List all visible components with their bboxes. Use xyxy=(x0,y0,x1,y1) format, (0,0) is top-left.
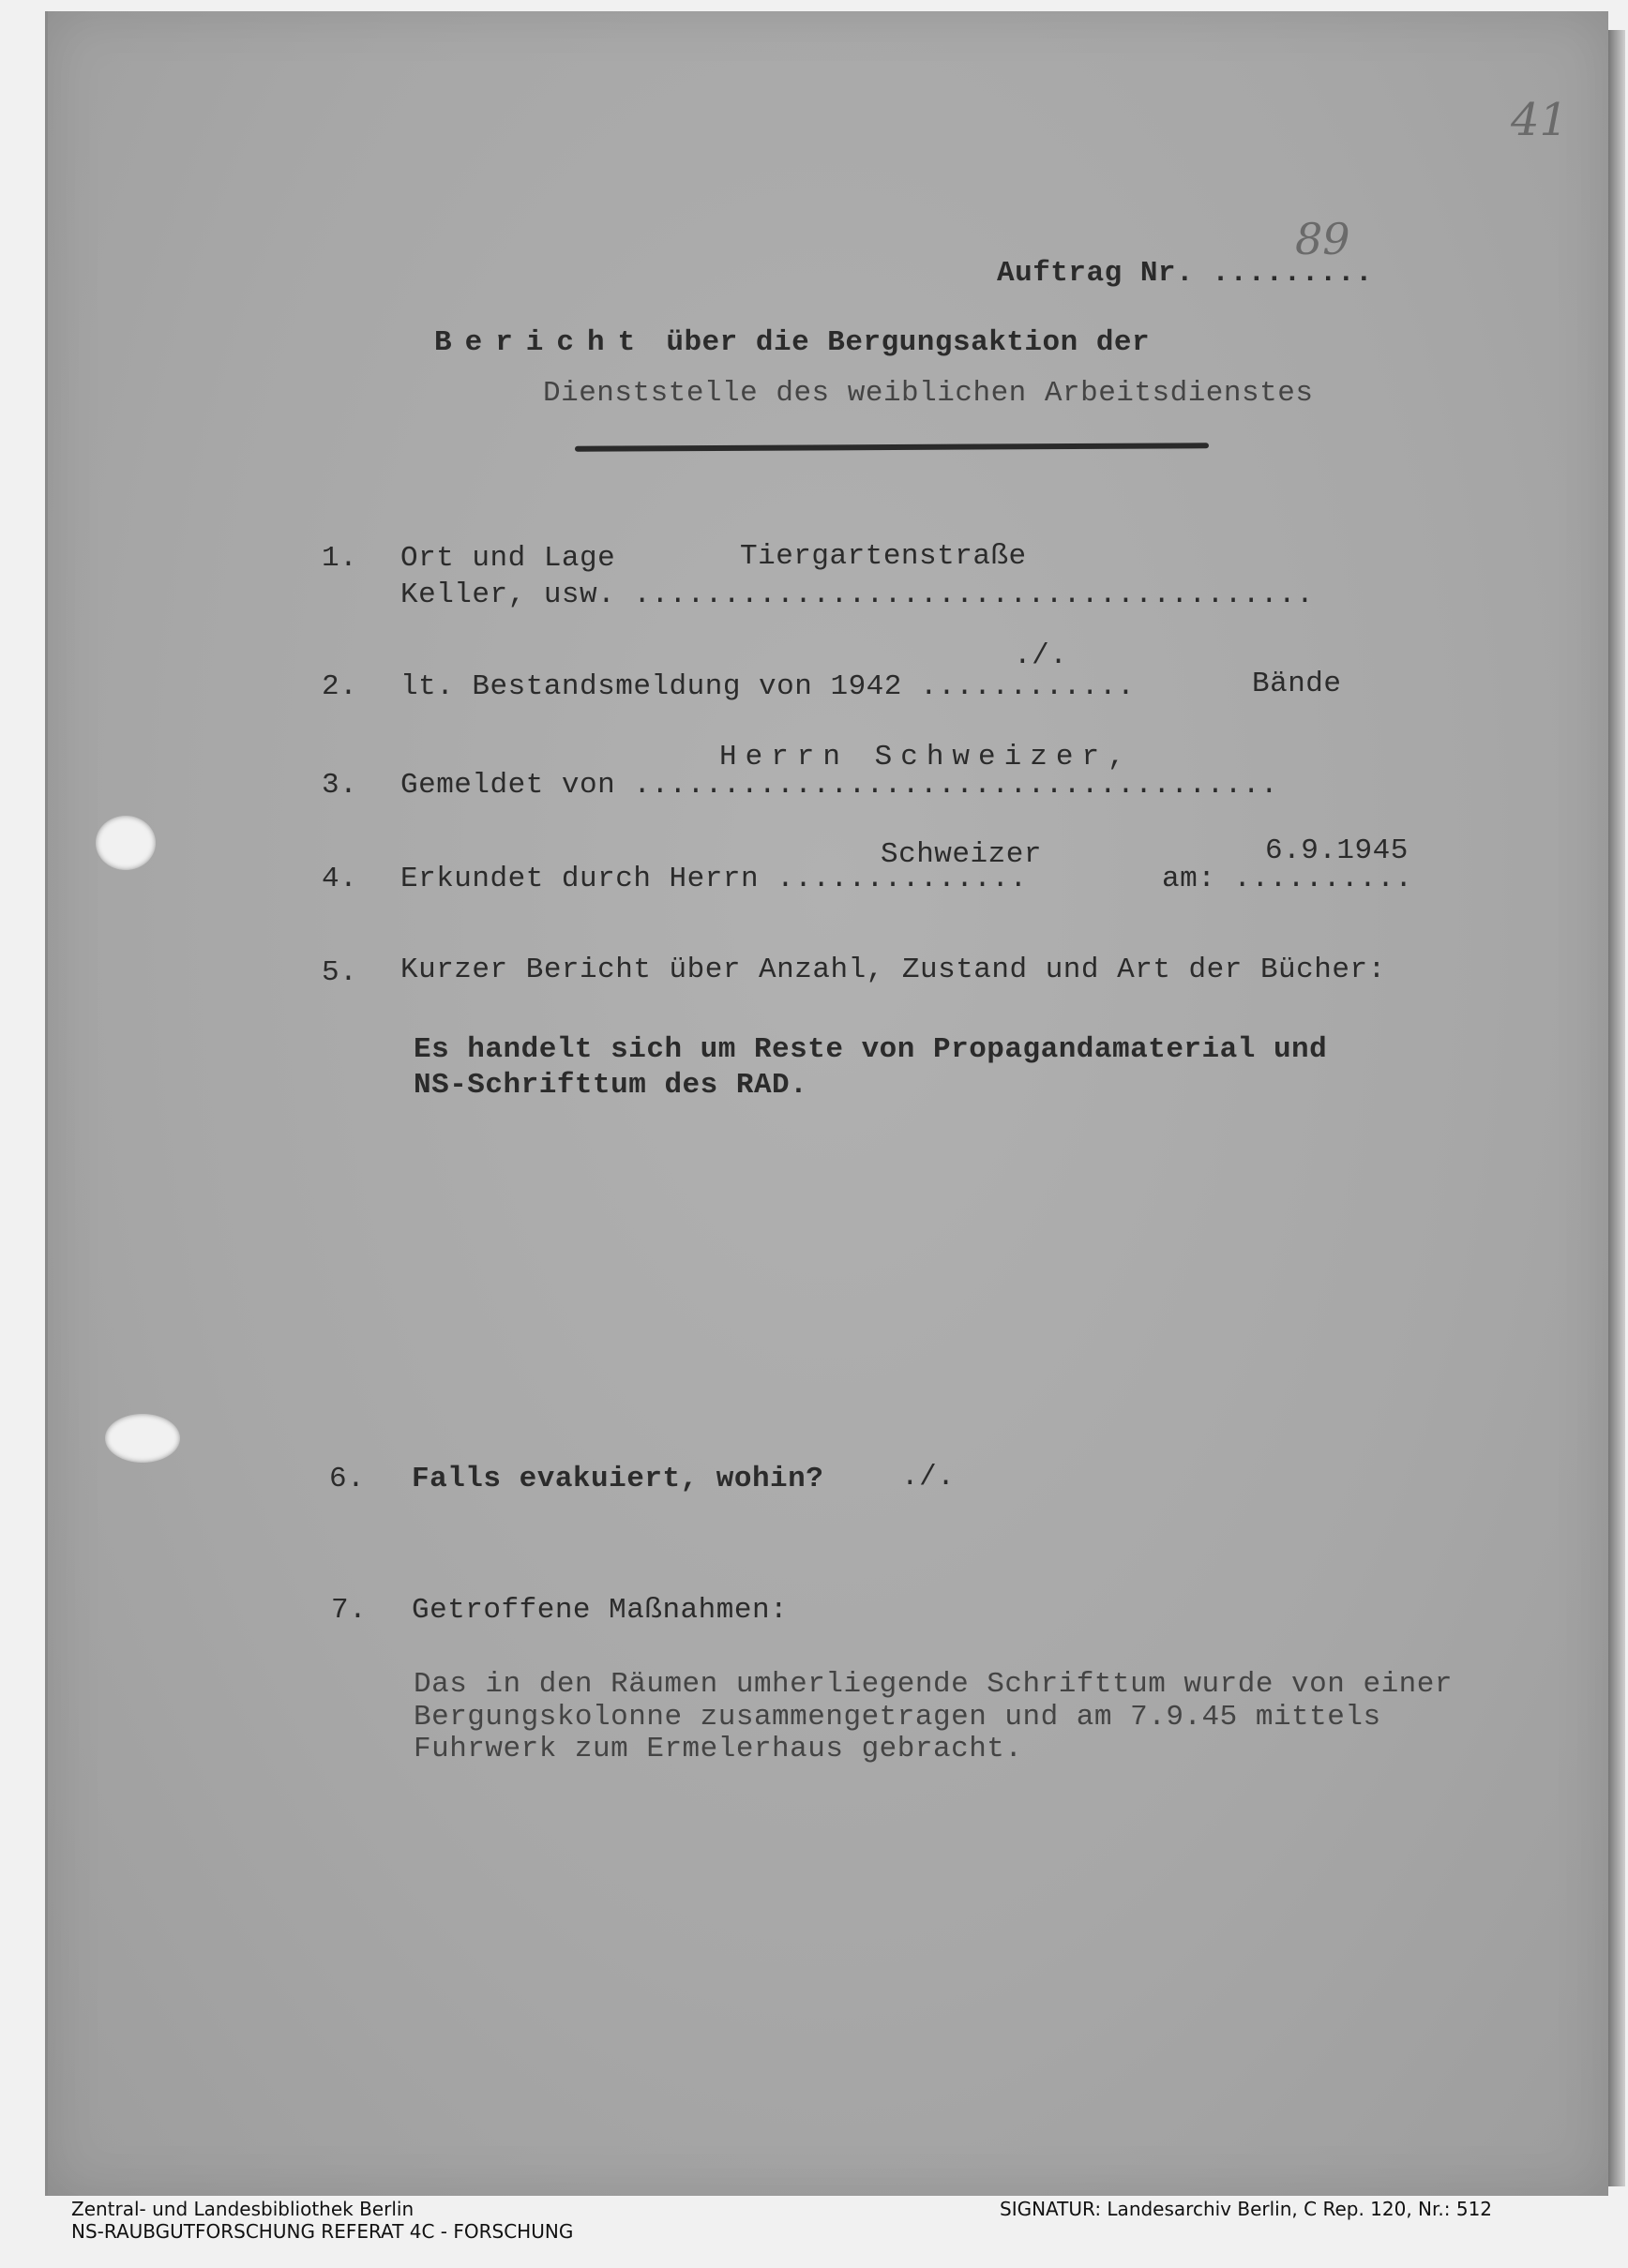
item-7-text-line-1: Das in den Räumen umherliegende Schrifttum wurde von einer xyxy=(414,1668,1453,1701)
punch-hole-bottom xyxy=(105,1414,180,1463)
item-6-number: 6. xyxy=(329,1463,366,1495)
footer-left xyxy=(71,2198,573,2243)
item-1-label: Ort und Lage xyxy=(400,542,616,575)
item-4-number: 4. xyxy=(322,863,358,895)
item-4-label: Erkundet durch Herrn .............. xyxy=(400,863,1028,895)
footer-department: NS-RAUBGUTFORSCHUNG REFERAT 4C - FORSCHUNG xyxy=(71,2220,574,2243)
item-5-text-line-2: NS-Schrifttum des RAD. xyxy=(414,1069,808,1102)
item-7-number: 7. xyxy=(331,1594,368,1627)
item-7-text-line-2: Bergungskolonne zusammengetragen und am 7.9.45 mittels xyxy=(414,1701,1381,1734)
item-5-text-line-1: Es handelt sich um Reste von Propagandamaterial und xyxy=(414,1033,1328,1066)
order-label: Auftrag Nr. ......... xyxy=(997,257,1374,290)
item-6-label: Falls evakuiert, wohin? xyxy=(412,1463,824,1495)
item-2-number: 2. xyxy=(322,670,358,703)
report-subtitle: Dienststelle des weiblichen Arbeitsdienstes xyxy=(543,377,1314,410)
punch-hole-top xyxy=(96,816,156,870)
item-7-text-line-3: Fuhrwerk zum Ermelerhaus gebracht. xyxy=(414,1733,1023,1765)
item-2-suffix: Bände xyxy=(1252,668,1342,700)
item-1-value: Tiergartenstraße xyxy=(740,540,1027,573)
item-4-value: Schweizer xyxy=(881,838,1042,871)
item-4-date: 6.9.1945 xyxy=(1265,834,1409,867)
item-6-value: ./. xyxy=(901,1461,956,1494)
item-2-value: ./. xyxy=(1014,639,1068,672)
footer-signature: SIGNATUR: Landesarchiv Berlin, C Rep. 120, Nr.: 512 xyxy=(1000,2198,1493,2220)
report-title xyxy=(434,326,1150,359)
item-1-number: 1. xyxy=(322,542,358,575)
folio-number: 41 xyxy=(1511,94,1569,146)
item-3-value: Herrn Schweizer, xyxy=(719,741,1134,774)
item-5-number: 5. xyxy=(322,956,358,989)
item-7-label: Getroffene Maßnahmen: xyxy=(412,1594,789,1627)
item-3-label: Gemeldet von .................................... xyxy=(400,769,1279,802)
item-5-label: Kurzer Bericht über Anzahl, Zustand und Art der Bücher: xyxy=(400,954,1386,986)
report-title-spaced: Bericht xyxy=(434,326,649,359)
item-2-label: lt. Bestandsmeldung von 1942 ............ xyxy=(400,670,1136,703)
report-title-rest: über die Bergungsaktion der xyxy=(666,326,1151,359)
item-4-label-am: am: .......... xyxy=(1162,863,1413,895)
item-1-label-keller: Keller, usw. ...................................... xyxy=(400,578,1315,611)
title-underline xyxy=(575,443,1209,452)
document-page xyxy=(45,11,1608,2196)
item-3-number: 3. xyxy=(322,769,358,802)
footer-library: Zentral- und Landesbibliothek Berlin xyxy=(71,2198,415,2220)
order-number-handwritten: 89 xyxy=(1295,214,1350,264)
